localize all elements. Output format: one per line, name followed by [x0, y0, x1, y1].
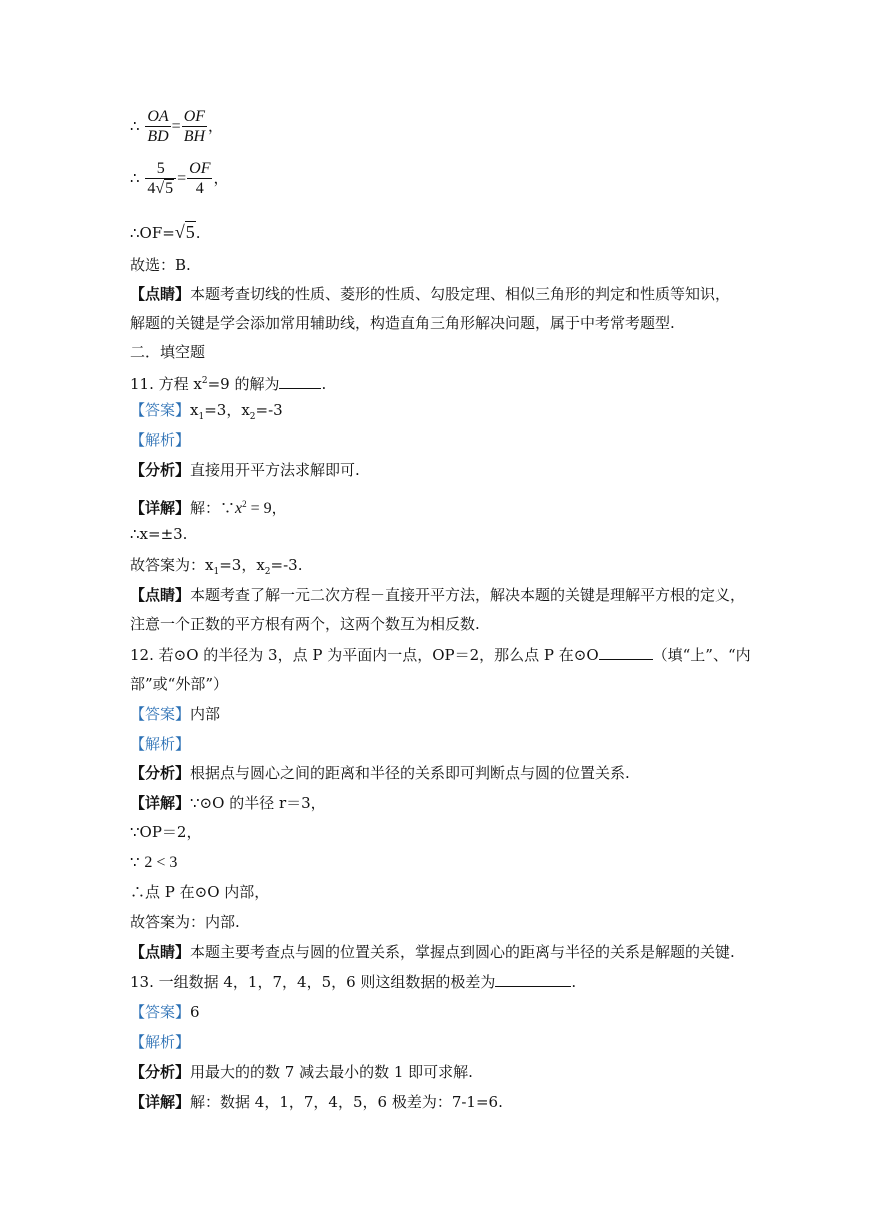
detail-12 [130, 793, 326, 813]
fenxi-tag: 【分析】 [130, 764, 191, 782]
denominator [145, 178, 176, 198]
question-text: =9 的解为 [207, 375, 280, 393]
answer-blank [599, 645, 653, 660]
analysis-tag-12: 【解析】 [130, 735, 191, 753]
choice-line: 故选：B. [130, 256, 191, 274]
comment-text: 本题主要考查点与圆的位置关系，掌握点到圆心的距离与半径的关系是解题的关键. [190, 943, 735, 961]
coefficient: 4 [147, 180, 156, 197]
step-12-2 [130, 852, 177, 873]
answer-text: 内部 [190, 705, 221, 723]
fenxi-tag: 【分析】 [130, 1063, 191, 1081]
subscript: 2 [249, 412, 256, 422]
final-text: =-3. [270, 556, 303, 574]
variable-x: x [235, 500, 243, 517]
equation: = 9 [246, 500, 272, 517]
analysis-tag-11: 【解析】 [130, 431, 191, 449]
comment-tag: 【点睛】 [130, 285, 191, 303]
answer-tag: 【答案】 [130, 1003, 191, 1021]
sqrt-symbol: √5 [155, 180, 174, 197]
numerator: 5 [156, 160, 165, 177]
section-heading: 二．填空题 [130, 343, 206, 361]
of-prefix: ∴OF= [130, 224, 175, 242]
answer-part: =-3 [255, 401, 283, 419]
final-11 [130, 555, 302, 582]
question-13 [130, 972, 576, 992]
comment-11-line-2: 注意一个正数的平方根有两个，这两个数互为相反数. [130, 615, 480, 633]
subscript: 1 [213, 567, 220, 577]
ratio-line-2: ∴ $\frac{5}{4√5}$ = $\frac{OF}{4}$ ， [130, 160, 229, 197]
fraction-of-4 [187, 160, 212, 198]
answer-12 [130, 704, 220, 724]
analysis-tag-13: 【解析】 [130, 1033, 191, 1051]
therefore-symbol: ∴ [130, 117, 140, 135]
question-text: 11. 方程 x [130, 375, 202, 393]
fenxi-11 [130, 460, 360, 480]
final-text: 故答案为：x [130, 556, 214, 574]
comment-text: 本题考查了解一元二次方程－直接开平方法，解决本题的关键是理解平方根的定义， [190, 586, 746, 604]
numerator: OF [189, 160, 211, 177]
denominator: BD [147, 128, 169, 145]
final-12: 故答案为：内部. [130, 913, 240, 931]
comment-tag: 【点睛】 [130, 943, 191, 961]
detail-13 [130, 1092, 503, 1112]
comment-12 [130, 942, 735, 962]
answer-tag: 【答案】 [130, 401, 191, 419]
because-symbol: ∵ [130, 853, 145, 871]
sqrt-symbol: √5 [174, 222, 195, 242]
answer-blank [495, 972, 571, 987]
ratio-line-1: ∴ $\frac{OA}{BD}$ = $\frac{OF}{BH}$ ， [130, 108, 224, 145]
denominator: 4 [187, 178, 212, 198]
detail-text: 解：数据 4，1，7，4，5，6 极差为：7-1=6. [190, 1093, 503, 1111]
answer-text: 6 [190, 1003, 200, 1021]
comment-text: 本题考查切线的性质、菱形的性质、勾股定理、相似三角形的判定和性质等知识， [190, 285, 731, 303]
question-12 [130, 645, 751, 665]
answer-tag: 【答案】 [130, 705, 191, 723]
numerator: OA [147, 108, 169, 125]
fraction-oa-bd [145, 108, 170, 146]
question-end: . [321, 375, 327, 393]
question-11 [130, 371, 326, 394]
question-end: . [571, 973, 577, 991]
step-12-3: ∴点 P 在⊙O 内部， [130, 883, 270, 901]
comment-tag: 【点睛】 [130, 586, 191, 604]
exponent: 2 [201, 376, 208, 386]
comment-11-line-1 [130, 585, 745, 605]
inequality: 2 < 3 [144, 854, 178, 871]
answer-blank [279, 374, 321, 389]
comment-line-2: 解题的关键是学会添加常用辅助线，构造直角三角形解决问题，属于中考常考题型. [130, 314, 675, 332]
exponent: 2 [242, 499, 247, 509]
comment-line-1 [130, 284, 730, 304]
detail-tag: 【详解】 [130, 1093, 191, 1111]
answer-part: x [190, 401, 199, 419]
denominator: BH [183, 128, 206, 145]
subscript: 2 [264, 567, 271, 577]
answer-13 [130, 1002, 200, 1022]
question-text: 13. 一组数据 4，1，7，4，5，6 则这组数据的极差为 [130, 973, 496, 991]
fenxi-13 [130, 1062, 473, 1082]
fenxi-text: 直接用开平方法求解即可. [190, 461, 360, 479]
numerator: OF [183, 108, 206, 125]
question-12-line-2: 部”或“外部”） [130, 675, 229, 693]
detail-tag: 【详解】 [130, 499, 191, 517]
fenxi-12 [130, 763, 630, 783]
radicand: 5 [185, 222, 195, 242]
final-text: =3，x [219, 556, 265, 574]
detail-text: 解：∵ [190, 499, 236, 517]
fraction-5-4root5 [145, 160, 176, 198]
fenxi-text: 用最大的的数 7 减去最小的数 1 即可求解. [190, 1063, 473, 1081]
fraction-of-bh [182, 108, 207, 146]
therefore-symbol: ∴ [130, 169, 140, 187]
subscript: 1 [198, 412, 205, 422]
step-11: ∴x=±3. [130, 525, 188, 543]
question-text: 12. 若⊙O 的半径为 3，点 P 为平面内一点，OP＝2，那么点 P 在⊙O [130, 646, 599, 664]
punctuation: ， [271, 499, 287, 517]
detail-11 [130, 494, 287, 519]
detail-text: ∵⊙O 的半径 r＝3， [190, 794, 326, 812]
question-text: （填“上”、“内 [652, 646, 751, 664]
step-12-1: ∵OP＝2， [130, 823, 202, 841]
answer-11 [130, 400, 283, 427]
radicand: 5 [165, 180, 174, 197]
fenxi-text: 根据点与圆心之间的距离和半径的关系即可判断点与圆的位置关系. [190, 764, 630, 782]
detail-tag: 【详解】 [130, 794, 191, 812]
answer-part: =3，x [204, 401, 250, 419]
fenxi-tag: 【分析】 [130, 461, 191, 479]
of-result-line: ∴OF=√5. [130, 222, 201, 242]
